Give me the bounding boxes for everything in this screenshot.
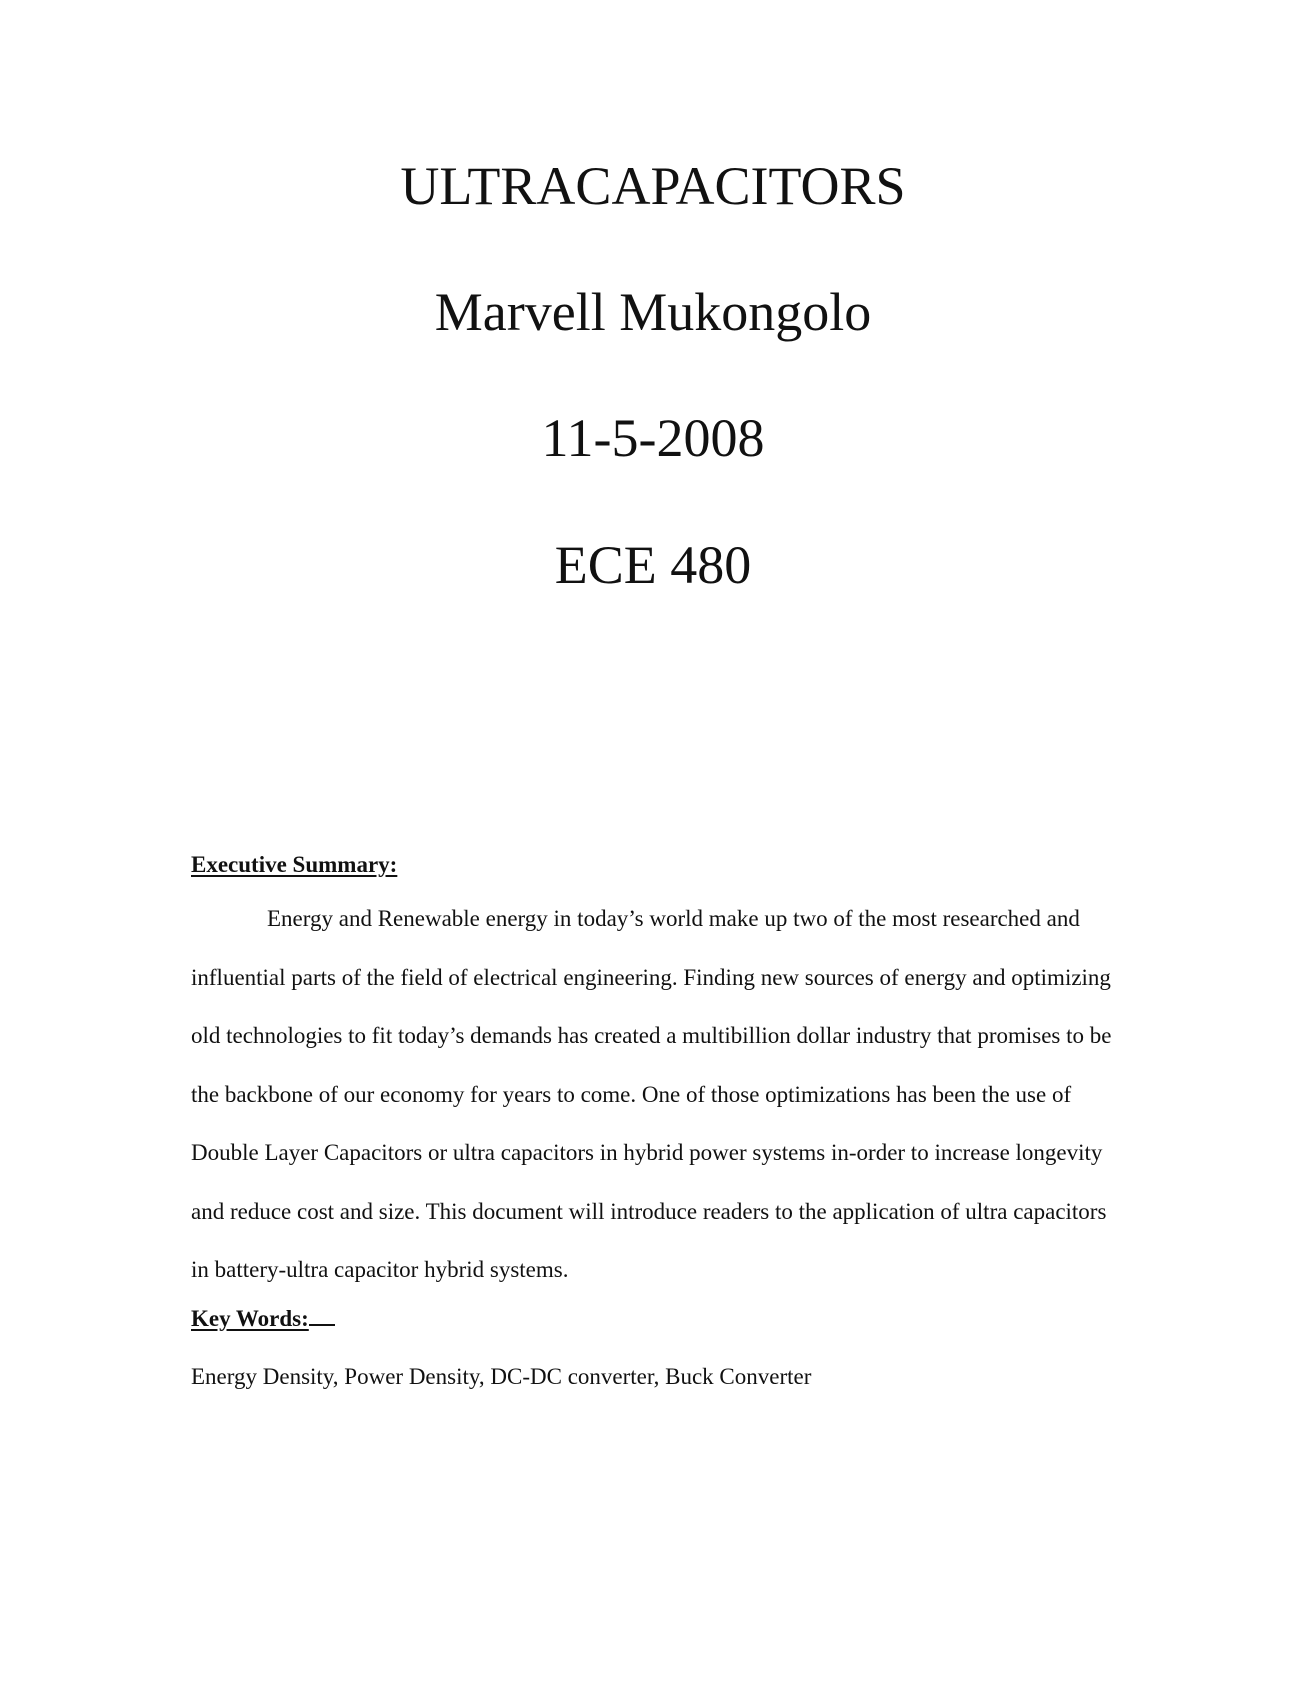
document-title: ULTRACAPACITORS <box>400 156 906 216</box>
executive-summary-heading <box>191 848 1121 882</box>
course-name: ECE 480 <box>554 535 752 595</box>
key-words-heading-text: Key Words: <box>191 1305 309 1331</box>
key-words-text: Energy Density, Power Density, DC-DC converter, Buck Converter <box>191 1363 812 1389</box>
heading-underline-trail <box>309 1302 335 1326</box>
executive-summary-text: Energy and Renewable energy in today’s world make up two of the most researched and influential parts of the field of electrical engineering. Finding new sources of energy and optimizing old technologies to fit today’s demands has created a multibillion dollar industry that promises to be the backbone of our economy for years to come. One of those optimizations has been the use of Double Layer Capacitors or ultra capacitors in hybrid power systems in-order to increase longevity and reduce cost and size. This document will introduce readers to the application of ultra capacitors in battery-ultra capacitor hybrid systems. <box>191 906 1112 1282</box>
author-name: Marvell Mukongolo <box>434 282 872 342</box>
document-body <box>191 848 1121 1394</box>
document-date: 11-5-2008 <box>541 408 765 468</box>
key-words-heading <box>191 1302 1121 1336</box>
executive-summary-heading-text: Executive Summary: <box>191 852 398 877</box>
